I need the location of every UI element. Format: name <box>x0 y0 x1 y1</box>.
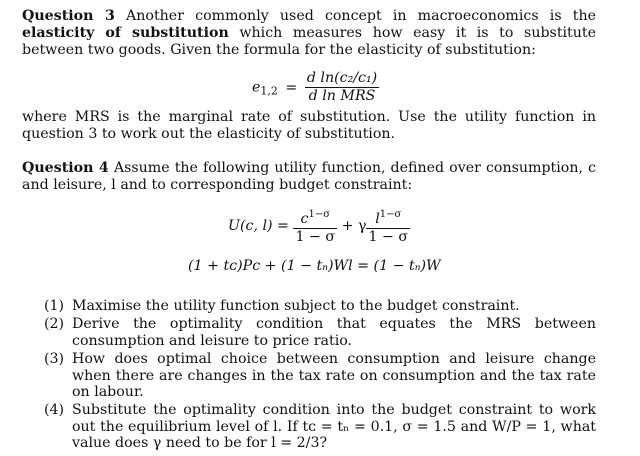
utility-plus-gamma: + γ <box>341 218 367 234</box>
formula-denominator: d ln MRS <box>308 88 376 104</box>
elasticity-formula: $e_{1,2}$ = $\frac{\text{d ln(c₂/c₁)}}{\text{d ln MRS}}$ <box>252 70 378 104</box>
formula-numerator: d ln(c₂/c₁) <box>306 70 378 86</box>
question-4-items <box>44 298 596 454</box>
question-4-text: Assume the following utility function, defined over consumption, c and leisure, l and to corresponding budget constraint: <box>22 160 596 194</box>
question-item-label: (1) <box>44 298 65 314</box>
formula-lhs: e <box>252 79 261 96</box>
question-item <box>44 316 596 349</box>
question-item-label: (4) <box>44 402 65 419</box>
question-item-label: (3) <box>44 351 65 368</box>
utility-term-1-den: 1 − σ <box>295 229 336 245</box>
question-item-text: Derive the optimality condition that equates the MRS between consumption and leisure to price ratio. <box>72 316 596 349</box>
question-3-text-1: Another commonly used concept in macroeconomics is the <box>126 8 596 24</box>
question-3-paragraph <box>22 8 596 60</box>
question-item-label: (2) <box>44 316 65 333</box>
utility-term-1-base: c <box>300 211 309 227</box>
utility-term-2-den: 1 − σ <box>368 229 409 245</box>
utility-term-1 <box>293 206 337 246</box>
utility-term-2-base: l <box>375 211 380 227</box>
question-3-heading: Question 3 <box>22 8 115 24</box>
question-3-after-text: where MRS is the marginal rate of substitution. Use the utility function in question 3 to work out the elasticity of substitution. <box>22 109 596 143</box>
utility-term-2 <box>366 206 410 246</box>
question-item-text: Substitute the optimality condition into the budget constraint to work out the equilibrium level of l. If tᴄ = tₙ = 0.1, σ = 1.5 and W/P = 1, what value does γ need to be for l = 2/3? <box>72 402 596 452</box>
question-3-text-2: which measures how easy it is to substitute between two goods. Given the formula for the elasticity of substitution: <box>22 25 596 59</box>
utility-function <box>228 206 410 246</box>
question-4-paragraph <box>22 160 596 194</box>
utility-term-1-exp: 1−σ <box>308 209 331 220</box>
formula-fraction <box>305 70 379 105</box>
question-4-heading: Question 4 <box>22 160 109 176</box>
question-item <box>44 298 596 314</box>
utility-lhs: U(c, l) = <box>228 218 289 234</box>
question-item-text: How does optimal choice between consumption and leisure change when there are changes in the tax rate on consumption and the tax rate on labour. <box>72 351 596 401</box>
question-item <box>44 351 596 400</box>
question-3-term: elasticity of substitution <box>22 25 229 42</box>
utility-term-2-exp: 1−σ <box>379 209 402 220</box>
budget-constraint: (1 + tᴄ)Pc + (1 − tₙ)Wl = (1 − tₙ)W <box>188 258 441 274</box>
question-item <box>44 402 596 451</box>
formula-lhs-sub: 1,2 <box>260 84 278 98</box>
question-item-text: Maximise the utility function subject to the budget constraint. <box>72 298 520 314</box>
